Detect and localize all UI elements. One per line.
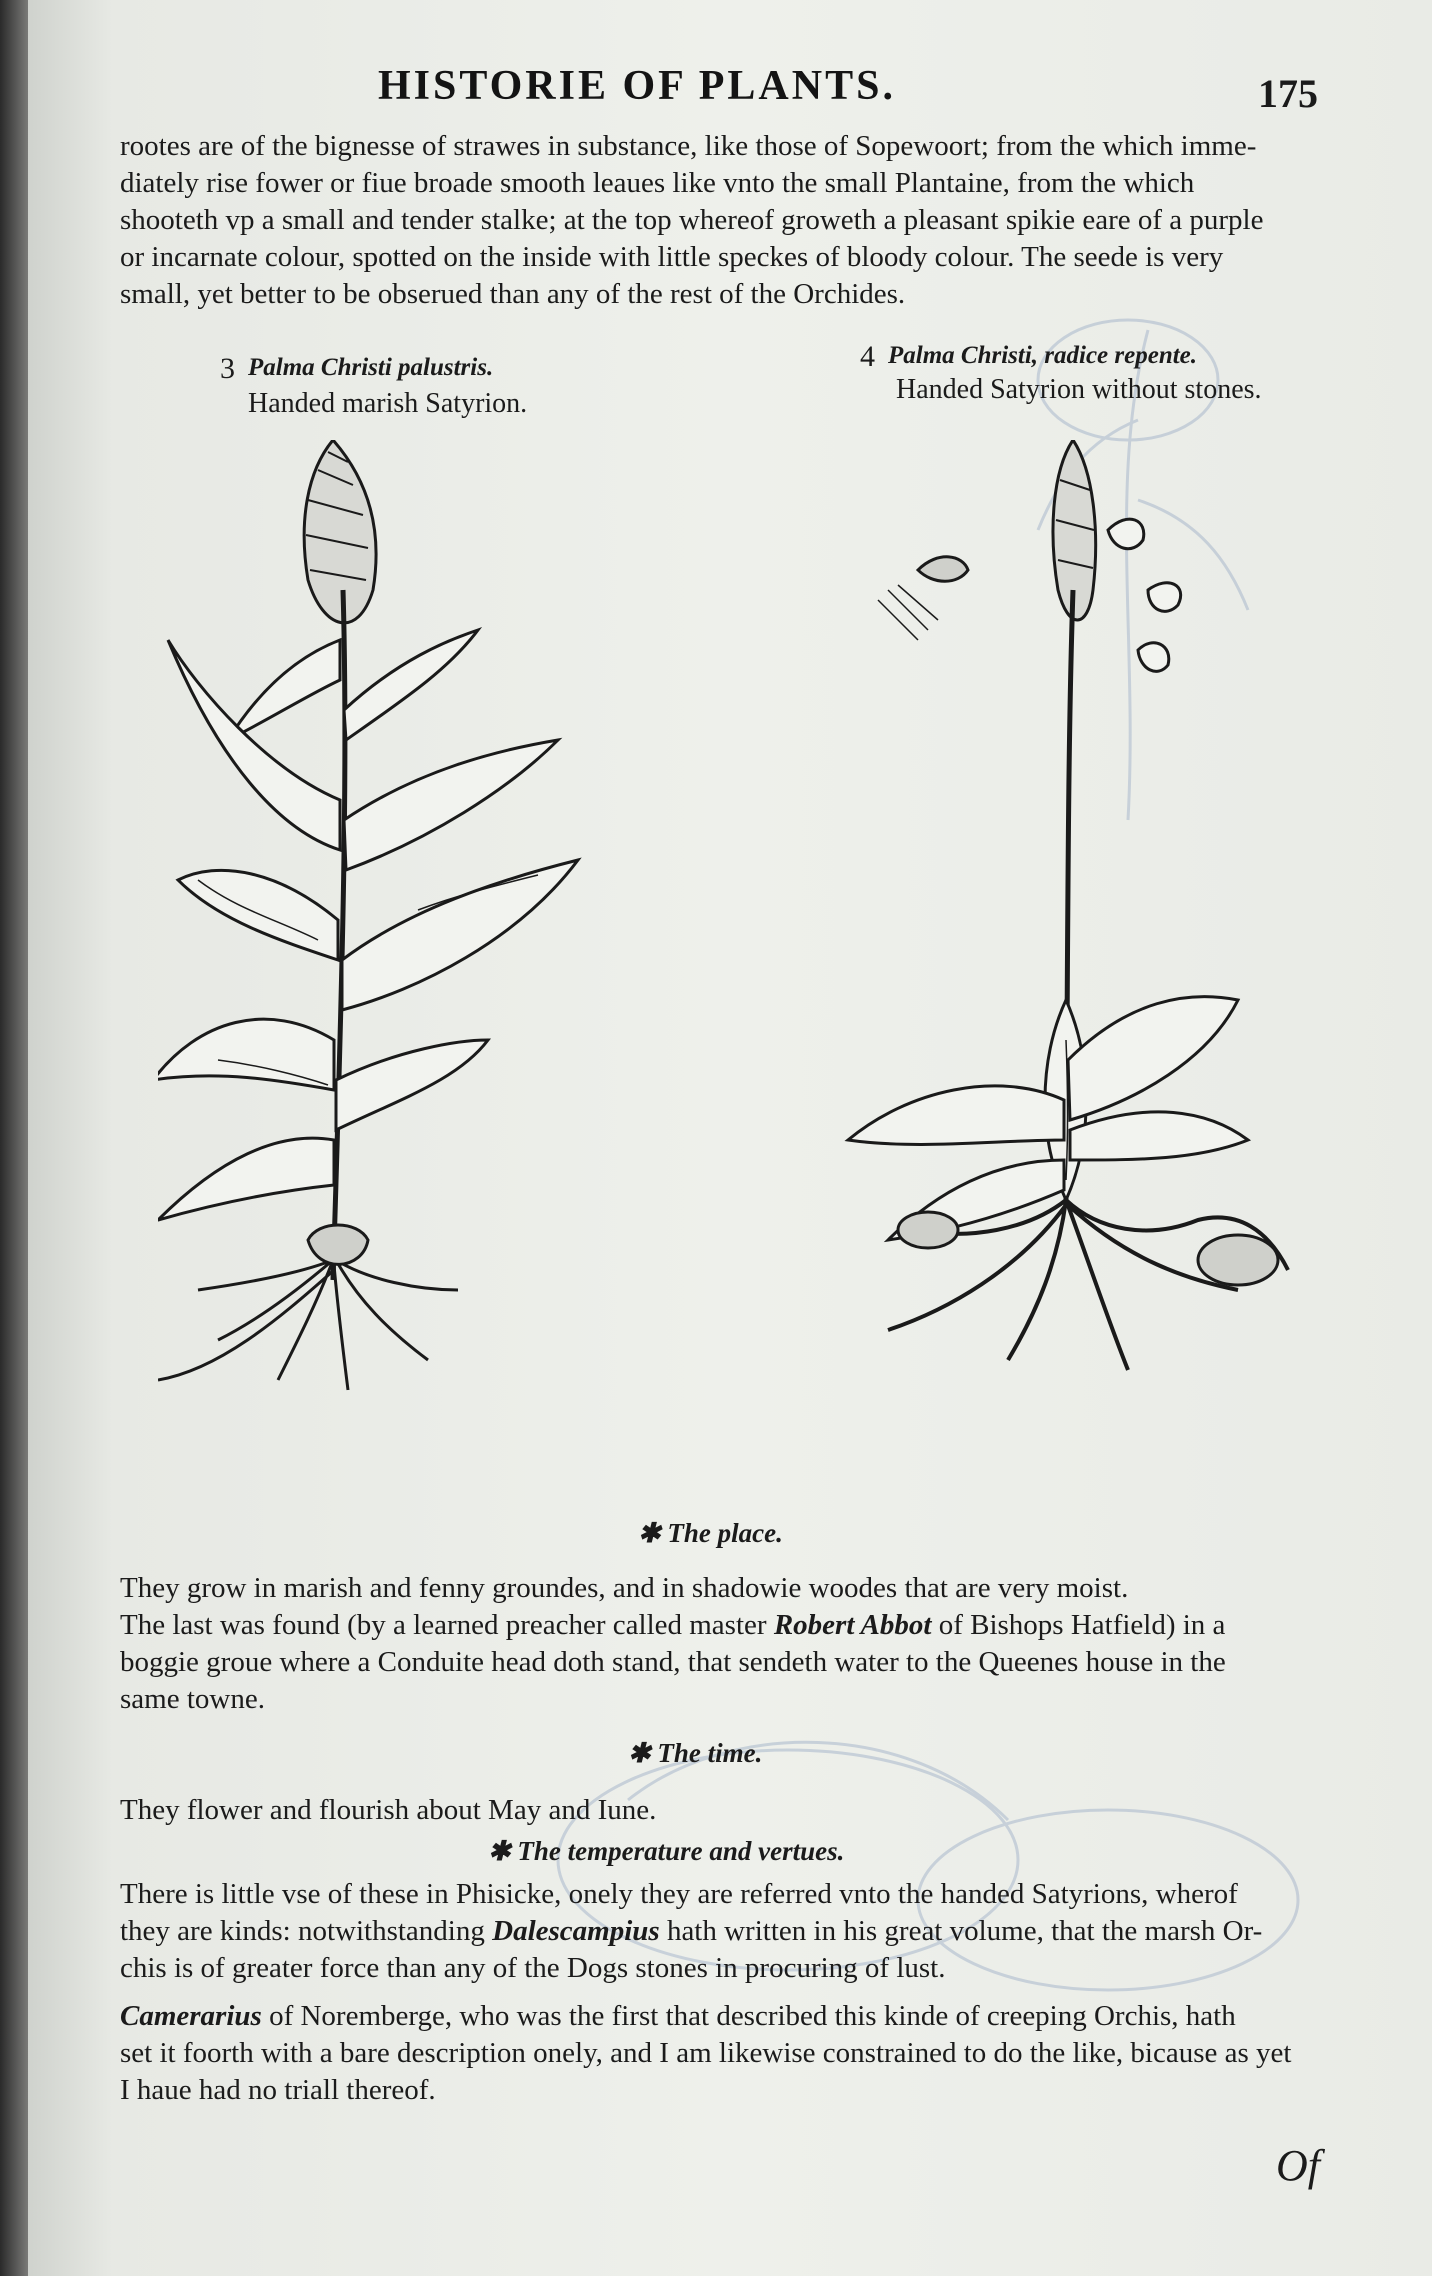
temperature-line: There is little vse of these in Phisicke, onely they are referred vnto the handed Satyrions, wherof bbox=[120, 1878, 1238, 1910]
intro-line: small, yet better to be obserued than any of the rest of the Orchides. bbox=[120, 278, 906, 310]
catchword: Of bbox=[1276, 2141, 1320, 2190]
book-page bbox=[28, 0, 1432, 2276]
figure-4-latin-name: Palma Christi, radice repente. bbox=[888, 342, 1198, 369]
person-name: Camerarius bbox=[120, 2000, 262, 2032]
time-text: They flower and flourish about May and Iune. bbox=[120, 1794, 657, 1826]
asterisk-icon: ✱ bbox=[488, 1836, 518, 1866]
time-heading: ✱ The time. bbox=[628, 1738, 763, 1768]
intro-line: shooteth vp a small and tender stalke; at the top whereof groweth a pleasant spikie eare of a purple bbox=[120, 204, 1264, 236]
place-line: The last was found (by a learned preacher called master Robert Abbot of Bishops Hatfield) in a bbox=[120, 1609, 1226, 1641]
asterisk-icon: ✱ bbox=[628, 1738, 658, 1768]
temperature-heading: ✱ The temperature and vertues. bbox=[488, 1836, 845, 1866]
intro-line: rootes are of the bignesse of strawes in substance, like those of Sopewoort; from the which imme- bbox=[120, 130, 1257, 162]
figure-4-woodcut bbox=[768, 440, 1328, 1400]
temperature-line: I haue had no triall thereof. bbox=[120, 2074, 436, 2106]
figure-3-english-name: Handed marish Satyrion. bbox=[248, 388, 528, 419]
place-line: They grow in marish and fenny groundes, and in shadowie woodes that are very moist. bbox=[120, 1572, 1129, 1604]
temperature-line: chis is of greater force than any of the Dogs stones in procuring of lust. bbox=[120, 1952, 946, 1984]
figure-4-number: 4 bbox=[860, 340, 875, 373]
place-line: boggie groue where a Conduite head doth stand, that sendeth water to the Queenes house in the bbox=[120, 1646, 1226, 1678]
figure-3-woodcut bbox=[158, 440, 678, 1400]
place-line: same towne. bbox=[120, 1683, 265, 1715]
figure-3-latin-name: Palma Christi palustris. bbox=[248, 354, 494, 381]
temperature-line: they are kinds: notwithstanding Dalescampius hath written in his great volume, that the marsh Or- bbox=[120, 1915, 1263, 1947]
person-name: Robert Abbot bbox=[773, 1609, 932, 1641]
intro-line: diately rise fower or fiue broade smooth leaues like vnto the small Plantaine, from the which bbox=[120, 167, 1195, 199]
temperature-line: set it foorth with a bare description onely, and I am likewise constrained to do the like, bicause as yet bbox=[120, 2037, 1292, 2069]
figure-4-english-name: Handed Satyrion without stones. bbox=[896, 374, 1262, 405]
page-number: 175 bbox=[1258, 71, 1318, 116]
person-name: Dalescampius bbox=[492, 1915, 660, 1947]
book-gutter bbox=[0, 0, 28, 2276]
running-title: HISTORIE OF PLANTS. bbox=[378, 63, 896, 109]
place-heading: ✱ The place. bbox=[638, 1518, 783, 1548]
figure-3-number: 3 bbox=[220, 352, 235, 385]
temperature-line: Camerarius of Noremberge, who was the first that described this kinde of creeping Orchis, hath bbox=[120, 2000, 1236, 2032]
intro-line: or incarnate colour, spotted on the inside with little speckes of bloody colour. The seede is very bbox=[120, 241, 1224, 273]
asterisk-icon: ✱ bbox=[638, 1518, 668, 1548]
